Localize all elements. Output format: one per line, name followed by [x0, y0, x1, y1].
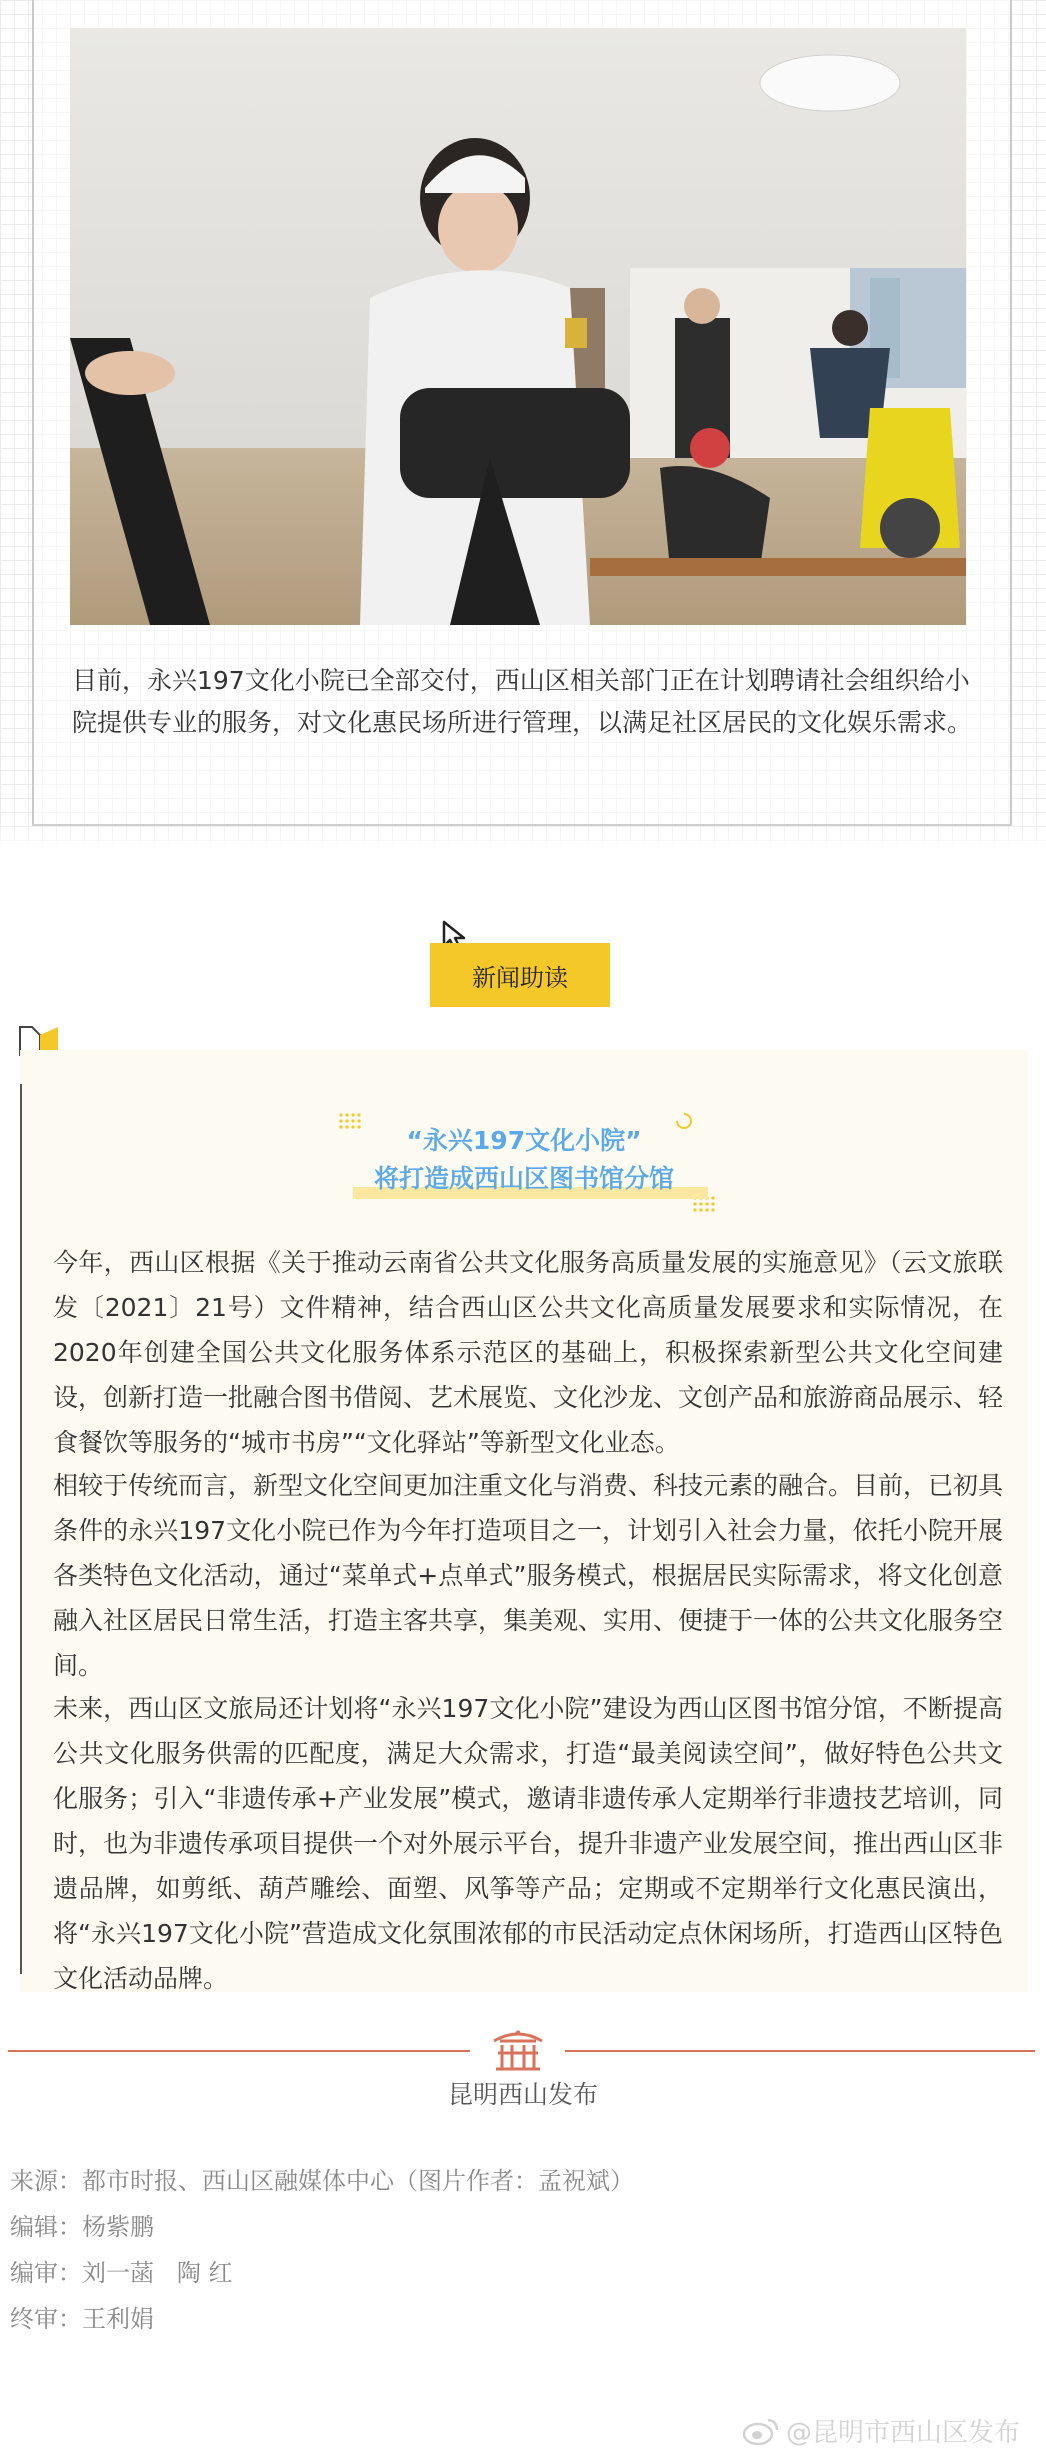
weibo-watermark [742, 2412, 1020, 2449]
footer-divider-left [8, 2050, 470, 2052]
paragraph-1: 今年，西山区根据《关于推动云南省公共文化服务高质量发展的实施意见》（云文旅联发〔2021〕21号）文件精神，结合西山区公共文化高质量发展要求和实际情况，在2020年创建全国公共文化服务体系示范区的基础上，积极探索新型公共文化空间建设，创新打造一批融合图书借阅、艺术展览、文化沙龙、文创产品和旅游商品展示、轻食餐饮等服务的“城市书房”“文化驿站”等新型文化业态。 [53, 1248, 1004, 1457]
section-title-line1: “永兴197文化小院” [406, 1126, 642, 1155]
credit-source: 来源：都市时报、西山区融媒体中心（图片作者：孟祝斌） [10, 2167, 634, 2195]
section-title-line2: 将打造成西山区图书馆分馆 [373, 1164, 674, 1193]
footer-divider-right [565, 2050, 1035, 2052]
gym-photo [70, 28, 966, 625]
paragraph-2: 相较于传统而言，新型文化空间更加注重文化与消费、科技元素的融合。目前，已初具条件的永兴197文化小院已作为今年打造项目之一，计划引入社会力量，依托小院开展各类特色文化活动，通过“菜单式+点单式”服务模式，根据居民实际需求，将文化创意融入社区居民日常生活，打造主客共享，集美观、实用、便捷于一体的公共文化服务空间。 [53, 1471, 1004, 1680]
credit-reviewer: 编审：刘一菡 陶 红 [10, 2259, 233, 2287]
card-fade [0, 822, 1046, 850]
section-left-rule [20, 1084, 22, 1974]
photo-caption: 目前，永兴197文化小院已全部交付，西山区相关部门正在计划聘请社会组织给小院提供专业的服务，对文化惠民场所进行管理，以满足社区居民的文化娱乐需求。 [72, 666, 973, 737]
paragraph-3: 未来，西山区文旅局还计划将“永兴197文化小院”建设为西山区图书馆分馆，不断提高公共文化服务供需的匹配度，满足大众需求，打造“最美阅读空间”，做好特色公共文化服务；引入“非遗传承+产业发展”模式，邀请非遗传承人定期举行非遗技艺培训，同时，也为非遗传承项目提供一个对外展示平台，提升非遗产业发展空间，推出西山区非遗品牌，如剪纸、葫芦雕绘、面塑、风筝等产品；定期或不定期举行文化惠民演出，将“永兴197文化小院”营造成文化氛围浓郁的市民活动定点休闲场所，打造西山区特色文化活动品牌。 [53, 1694, 1004, 1993]
photo-card [0, 0, 1046, 850]
credits-block [10, 2158, 634, 2342]
pavilion-logo-icon [490, 2027, 546, 2073]
watermark-text: @昆明市西山区发布 [786, 2418, 1021, 2448]
news-reading-section [20, 1050, 1028, 1992]
weibo-icon [742, 2416, 780, 2446]
news-reading-label: 新闻助读 [472, 963, 568, 992]
credit-editor: 编辑：杨紫鹏 [10, 2213, 154, 2241]
gym-photo-illustration [70, 28, 966, 625]
publisher-name: 昆明西山发布 [447, 2080, 598, 2109]
credit-final-reviewer: 终审：王利娟 [10, 2305, 154, 2333]
news-reading-badge [430, 943, 610, 1007]
